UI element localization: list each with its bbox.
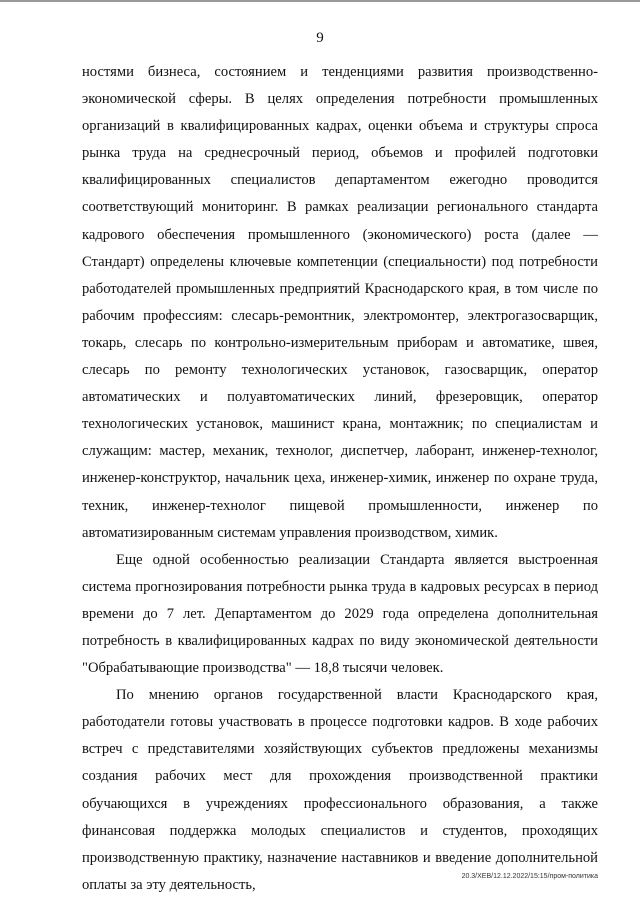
footer-document-code: 20.3/ХЕВ/12.12.2022/15:15/пром-политика xyxy=(461,873,598,880)
page-number: 9 xyxy=(316,30,324,46)
paragraph-3: По мнению органов государственной власти Краснодарского края, работодатели готовы участвовать в процессе подготовки кадров. В ходе рабочих встреч с представителями хозяйствующих субъектов предложены механизмы создания рабочих мест для прохождения производственной практики обучающихся в учреждениях профессионального образования, а также финансовая поддержка молодых специалистов и студентов, проходящих производственную практику, назначение наставников и введение дополнительной оплаты за эту деятельность, xyxy=(82,687,598,893)
top-rule xyxy=(0,0,640,2)
paragraph-1: ностями бизнеса, состоянием и тенденциями развития производственно-экономической сферы. В целях определения потребности промышленных организаций в квалифицированных кадрах, оценки объема и структуры спроса рынка труда на среднесрочный период, объемов и профилей подготовки квалифицированных специалистов департаментом ежегодно проводится соответствующий мониторинг. В рамках реализации регионального стандарта кадрового обеспечения промышленного (экономического) роста (далее — Стандарт) определены ключевые компетенции (специальности) под потребности работодателей промышленных предприятий Краснодарского края, в том числе по рабочим профессиям: слесарь-ремонтник, электромонтер, электрогазосварщик, токарь, слесарь по контрольно-измерительным приборам и автоматике, швея, слесарь по ремонту технологических установок, газосварщик, оператор автоматических и полуавтоматических линий, фрезеровщик, оператор технологических установок, машинист крана, монтажник; по специалистам и служащим: мастер, механик, технолог, диспетчер, лаборант, инженер-технолог, инженер-конструктор, начальник цеха, инженер-химик, инженер по охране труда, техник, инженер-технолог пищевой промышленности, инженер по автоматизированным системам управления производством, химик. xyxy=(82,64,598,541)
document-body xyxy=(82,59,598,899)
paragraph-2: Еще одной особенностью реализации Стандарта является выстроенная система прогнозирования потребности рынка труда в кадровых ресурсах в период времени до 7 лет. Департаментом до 2029 года определена дополнительная потребность в квалифицированных кадрах по виду экономической деятельности "Обрабатывающие производства" — 18,8 тысячи человек. xyxy=(82,551,598,677)
